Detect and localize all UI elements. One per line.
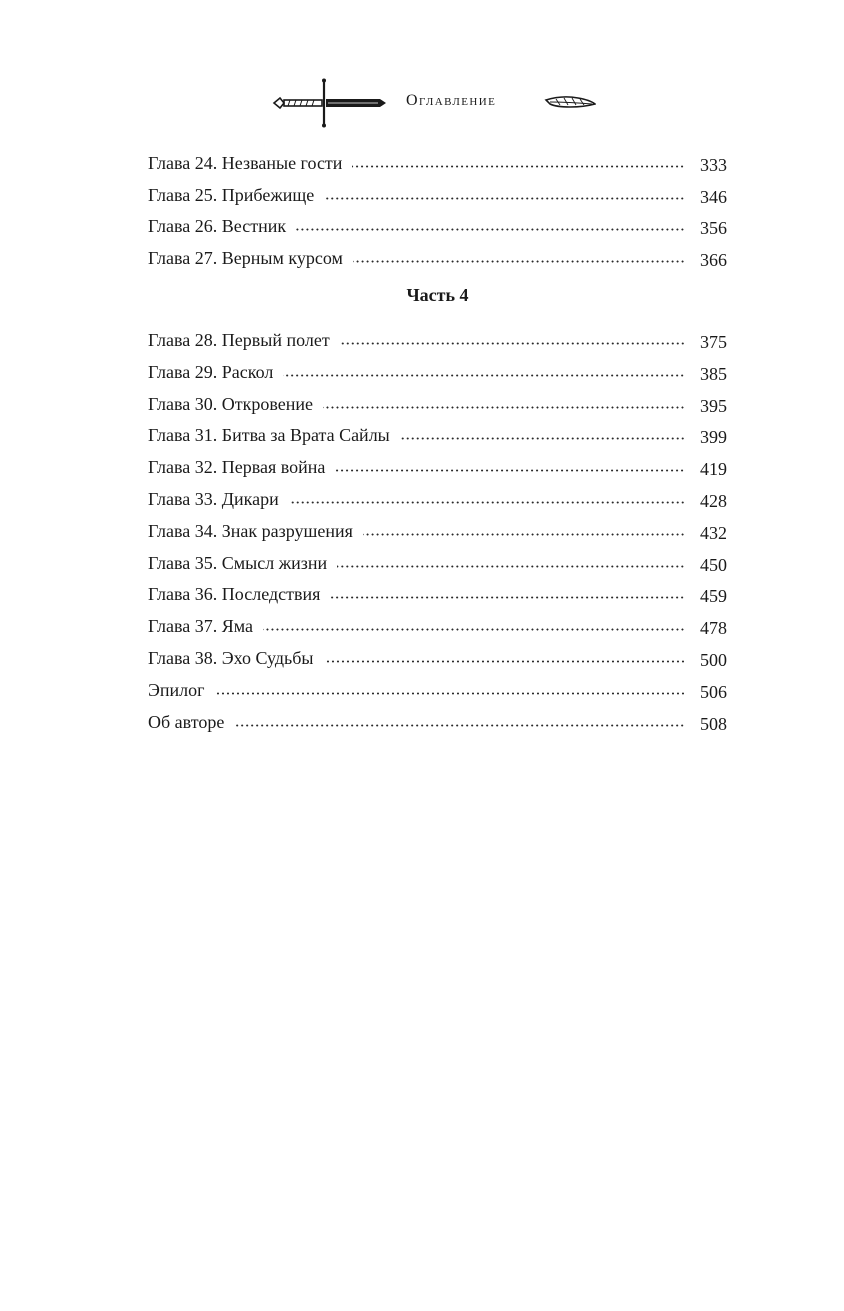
toc-entry-title: Глава 26. Вестник <box>148 216 287 237</box>
part-heading: Часть 4 <box>406 285 469 306</box>
dot-leader <box>340 342 685 345</box>
toc-entry-title: Глава 24. Незваные гости <box>148 152 343 173</box>
toc-entry-page: 432 <box>700 522 727 543</box>
dot-leader <box>296 228 685 231</box>
toc-entry-title: Глава 31. Битва за Врата Сайлы <box>148 425 390 446</box>
toc-entry-page: 375 <box>700 331 727 352</box>
dot-leader <box>289 501 685 504</box>
toc-section-after <box>148 321 727 734</box>
toc-entry <box>148 176 727 208</box>
toc-entry-title: Глава 34. Знак разрушения <box>148 520 353 541</box>
toc-entry-page: 478 <box>700 618 727 639</box>
dot-leader <box>330 596 685 599</box>
toc-entry-title: Эпилог <box>148 679 205 700</box>
toc-entry-page: 500 <box>700 649 727 670</box>
toc-entry <box>148 512 727 544</box>
dot-leader <box>323 406 685 409</box>
running-header <box>0 78 844 128</box>
toc-entry <box>148 544 727 576</box>
toc-entry <box>148 385 727 417</box>
dot-leader <box>352 165 685 168</box>
toc-entry-title: Глава 32. Первая война <box>148 457 326 478</box>
dot-leader <box>324 660 685 663</box>
toc-entry-page: 346 <box>700 186 727 207</box>
quill-icon <box>544 92 596 112</box>
toc-entry <box>148 576 727 608</box>
toc-entry-page: 356 <box>700 218 727 239</box>
table-of-contents <box>148 144 727 735</box>
toc-entry <box>148 239 727 271</box>
toc-entry <box>148 448 727 480</box>
dot-leader <box>215 692 685 695</box>
dot-leader <box>337 565 685 568</box>
toc-entry-page: 508 <box>700 713 727 734</box>
toc-entry <box>148 208 727 240</box>
toc-entry-title: Глава 37. Яма <box>148 616 254 637</box>
sword-icon <box>272 78 388 128</box>
toc-entry <box>148 671 727 703</box>
toc-entry-title: Глава 36. Последствия <box>148 584 321 605</box>
dot-leader <box>335 469 685 472</box>
toc-entry-page: 395 <box>700 395 727 416</box>
toc-entry-title: Глава 27. Верным курсом <box>148 248 343 269</box>
toc-entry-title: Глава 28. Первый полет <box>148 329 330 350</box>
toc-entry <box>148 639 727 671</box>
dot-leader <box>234 724 685 727</box>
toc-entry <box>148 353 727 385</box>
toc-entry-title: Глава 33. Дикари <box>148 488 279 509</box>
running-header-title: Оглавление <box>406 92 497 109</box>
toc-entry <box>148 480 727 512</box>
dot-leader <box>353 260 685 263</box>
toc-entry-title: Глава 29. Раскол <box>148 361 274 382</box>
toc-entry <box>148 321 727 353</box>
toc-entry-title: Об авторе <box>148 711 225 732</box>
toc-entry-title: Глава 25. Прибежище <box>148 184 315 205</box>
toc-entry <box>148 703 727 735</box>
toc-entry-page: 428 <box>700 490 727 511</box>
toc-entry-title: Глава 30. Откровение <box>148 393 314 414</box>
toc-entry-page: 366 <box>700 250 727 271</box>
toc-entry-page: 385 <box>700 363 727 384</box>
toc-entry <box>148 144 727 176</box>
toc-entry <box>148 417 727 449</box>
toc-entry-page: 333 <box>700 154 727 175</box>
toc-entry-page: 506 <box>700 681 727 702</box>
toc-entry-page: 459 <box>700 586 727 607</box>
dot-leader <box>363 533 685 536</box>
toc-entry-page: 399 <box>700 427 727 448</box>
toc-section-before <box>148 144 727 271</box>
toc-entry-title: Глава 35. Смысл жизни <box>148 552 328 573</box>
toc-entry <box>148 607 727 639</box>
toc-entry-page: 419 <box>700 459 727 480</box>
dot-leader <box>263 628 685 631</box>
dot-leader <box>400 437 685 440</box>
dot-leader <box>324 197 685 200</box>
toc-entry-title: Глава 38. Эхо Судьбы <box>148 647 314 668</box>
toc-entry-page: 450 <box>700 554 727 575</box>
dot-leader <box>283 374 685 377</box>
